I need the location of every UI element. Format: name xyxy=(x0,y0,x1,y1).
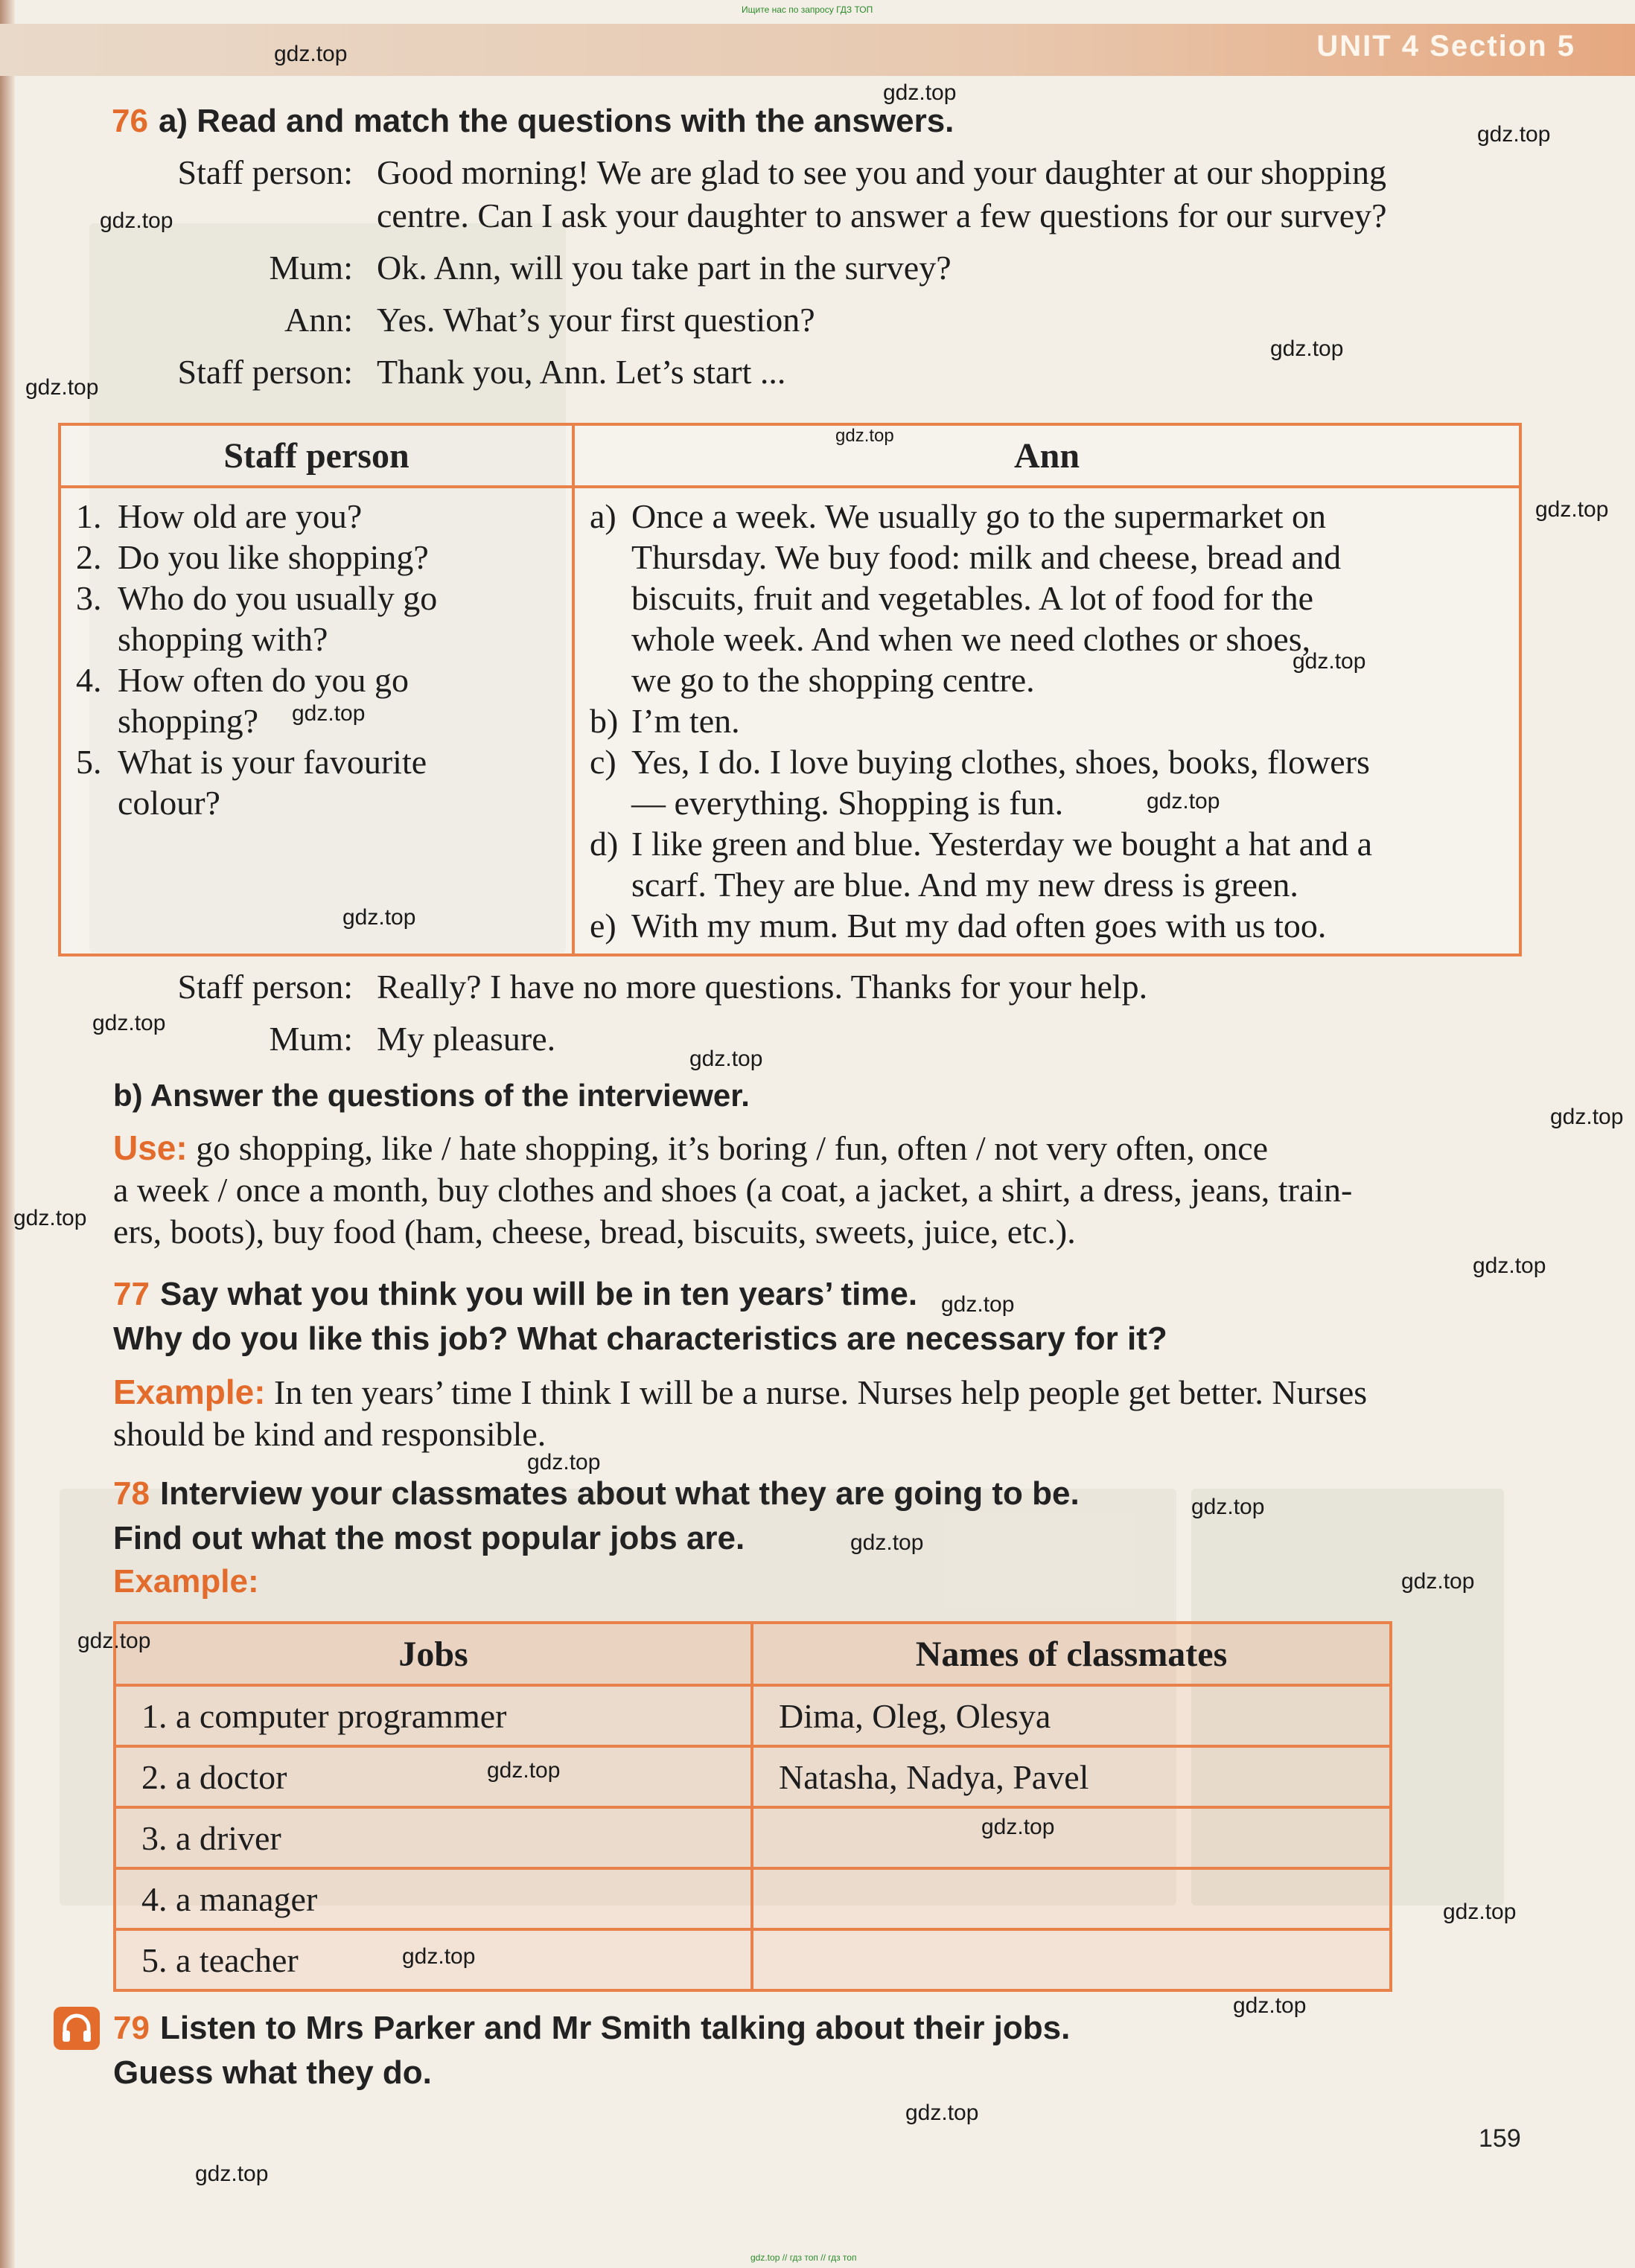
table-row xyxy=(115,1929,1391,1990)
question-item-marker: 3. xyxy=(76,579,102,617)
watermark: gdz.top xyxy=(1293,649,1366,674)
names-cell[interactable] xyxy=(752,1868,1391,1929)
speaker-line: Good morning! We are glad to see you and your daughter at our shopping xyxy=(377,153,1386,191)
answer-item-text: With my mum. But my dad often goes with us too. xyxy=(631,907,1327,945)
answer-item-marker: c) xyxy=(590,743,616,781)
speaker-line: My pleasure. xyxy=(377,1020,556,1058)
answer-item xyxy=(590,823,1504,905)
watermark: gdz.top xyxy=(527,1450,601,1475)
question-answer-table xyxy=(58,423,1522,956)
names-cell[interactable]: Natasha, Nadya, Pavel xyxy=(752,1746,1391,1807)
ex77-heading xyxy=(113,1276,917,1313)
use-line: go shopping, like / hate shopping, it’s boring / fun, often / not very often, once xyxy=(196,1129,1269,1167)
answers-cell xyxy=(573,487,1520,955)
question-item-text: Who do you usually go xyxy=(118,579,438,617)
speaker-line: Really? I have no more questions. Thanks for your help. xyxy=(377,968,1148,1006)
watermark: gdz.top xyxy=(13,1206,87,1230)
jobs-table xyxy=(113,1621,1392,1992)
names-cell[interactable]: Dima, Oleg, Olesya xyxy=(752,1685,1391,1746)
watermark: gdz.top xyxy=(292,701,366,726)
use-label: Use: xyxy=(113,1128,188,1167)
watermark: gdz.top xyxy=(274,42,348,66)
ex78-title-line: Find out what the most popular jobs are. xyxy=(113,1520,745,1556)
answer-item-text: I like green and blue. Yesterday we bought a hat and a xyxy=(631,825,1373,863)
question-item-text: colour? xyxy=(118,784,220,822)
answer-item-text: Once a week. We usually go to the supermarket on xyxy=(631,497,1327,535)
speaker-label: Mum: xyxy=(269,1020,353,1058)
col-ann-header: Ann xyxy=(573,424,1520,487)
ex77-example xyxy=(113,1371,1528,1455)
question-item-marker: 5. xyxy=(76,743,102,781)
watermark: gdz.top xyxy=(77,1629,151,1653)
answer-item xyxy=(590,905,1504,946)
job-cell: 4. a manager xyxy=(115,1868,752,1929)
ex79-title-line: Listen to Mrs Parker and Mr Smith talking about their jobs. xyxy=(159,2010,1071,2046)
speaker-label: Mum: xyxy=(269,249,353,287)
answer-item-text: Thursday. We buy food: milk and cheese, bread and xyxy=(631,538,1342,576)
job-cell: 2. a doctor xyxy=(115,1746,752,1807)
job-cell: 5. a teacher xyxy=(115,1929,752,1990)
watermark: gdz.top xyxy=(1147,789,1220,814)
watermark: gdz.top xyxy=(25,375,99,400)
speaker-line: Yes. What’s your first question? xyxy=(377,301,815,339)
answer-item-text: — everything. Shopping is fun. xyxy=(631,784,1064,822)
watermark: gdz.top xyxy=(1401,1569,1475,1594)
job-cell: 1. a computer programmer xyxy=(115,1685,752,1746)
speaker-label: Staff person: xyxy=(177,968,353,1006)
speaker-label: Staff person: xyxy=(177,353,353,391)
watermark: gdz.top xyxy=(689,1047,763,1071)
watermark: gdz.top xyxy=(905,2101,979,2125)
answer-item-marker: b) xyxy=(590,702,619,740)
speaker-label: Ann: xyxy=(284,301,353,339)
watermark: gdz.top xyxy=(402,1944,476,1969)
col-jobs-header: Jobs xyxy=(115,1623,752,1685)
ex77-title-line: Why do you like this job? What characteristics are necessary for it? xyxy=(113,1320,1167,1357)
top-note: Ищите нас по запросу ГДЗ ТОП xyxy=(742,4,873,15)
question-item-text: How often do you go xyxy=(118,661,409,699)
questions-list xyxy=(76,496,557,823)
watermark: gdz.top xyxy=(1191,1495,1265,1519)
answer-item-text: whole week. And when we need clothes or shoes, xyxy=(631,620,1311,658)
ex77-example-label: Example: xyxy=(113,1373,266,1411)
question-item-marker: 2. xyxy=(76,538,102,576)
col-names-header: Names of classmates xyxy=(752,1623,1391,1685)
answer-item-marker: d) xyxy=(590,825,619,863)
watermark: gdz.top xyxy=(487,1758,561,1783)
ex79-heading xyxy=(113,2010,1070,2047)
ex77-example-line: should be kind and responsible. xyxy=(113,1415,546,1453)
ex78-heading xyxy=(113,1475,1080,1512)
col-staff-header: Staff person xyxy=(60,424,573,487)
ex78-number: 78 xyxy=(113,1475,150,1512)
job-cell: 3. a driver xyxy=(115,1807,752,1868)
watermark: gdz.top xyxy=(92,1011,166,1035)
table-row xyxy=(115,1868,1391,1929)
watermark: gdz.top xyxy=(1535,497,1609,522)
watermark: gdz.top xyxy=(1443,1900,1517,1924)
page-edge-shadow xyxy=(0,0,15,2268)
headphones-icon[interactable] xyxy=(54,2007,100,2050)
page-number: 159 xyxy=(1479,2124,1521,2153)
question-item-marker: 1. xyxy=(76,497,102,535)
question-item xyxy=(76,496,557,537)
question-item-text: What is your favourite xyxy=(118,743,427,781)
watermark: gdz.top xyxy=(1473,1253,1546,1278)
footer-note: gdz.top // гдз топ // гдз топ xyxy=(750,2252,857,2263)
watermark: gdz.top xyxy=(342,905,416,930)
ex76-title-a: a) Read and match the questions with the answers. xyxy=(158,103,954,139)
table-row xyxy=(115,1746,1391,1807)
watermark: gdz.top xyxy=(100,208,173,233)
answer-item-text: Yes, I do. I love buying clothes, shoes, books, flowers xyxy=(631,743,1370,781)
watermark: gdz.top xyxy=(835,426,894,446)
answer-item-text: we go to the shopping centre. xyxy=(631,661,1035,699)
ex76-title-b: b) Answer the questions of the interviewer. xyxy=(113,1078,750,1113)
speaker-line: centre. Can I ask your daughter to answer a few questions for our survey? xyxy=(377,197,1387,234)
use-block xyxy=(113,1127,1528,1253)
watermark: gdz.top xyxy=(1270,336,1344,361)
answer-item-marker: e) xyxy=(590,907,616,945)
answer-item-text: I’m ten. xyxy=(631,702,740,740)
ex79-number: 79 xyxy=(113,2010,150,2046)
question-item xyxy=(76,659,557,741)
speaker-label: Staff person: xyxy=(177,153,353,191)
ex76-heading xyxy=(112,103,954,140)
answers-list xyxy=(590,496,1504,946)
watermark: gdz.top xyxy=(195,2162,269,2186)
answer-item-text: biscuits, fruit and vegetables. A lot of food for the xyxy=(631,579,1313,617)
use-line: ers, boots), buy food (ham, cheese, bread, biscuits, sweets, juice, etc.). xyxy=(113,1213,1076,1250)
use-line: a week / once a month, buy clothes and shoes (a coat, a jacket, a shirt, a dress, jeans, train- xyxy=(113,1171,1353,1209)
table-row xyxy=(115,1807,1391,1868)
watermark: gdz.top xyxy=(941,1292,1015,1317)
watermark: gdz.top xyxy=(1233,1993,1307,2018)
ex77-example-line: In ten years’ time I think I will be a nurse. Nurses help people get better. Nurses xyxy=(274,1373,1368,1411)
watermark: gdz.top xyxy=(1477,122,1551,147)
speaker-line: Ok. Ann, will you take part in the survey? xyxy=(377,249,952,287)
ex78-title-line: Interview your classmates about what they are going to be. xyxy=(159,1475,1080,1512)
table-row xyxy=(115,1685,1391,1746)
question-item-text: Do you like shopping? xyxy=(118,538,429,576)
names-cell[interactable] xyxy=(752,1929,1391,1990)
ex78-example-label: Example: xyxy=(113,1563,259,1600)
question-item xyxy=(76,578,557,659)
answer-item xyxy=(590,496,1504,700)
answer-item xyxy=(590,741,1504,823)
question-item xyxy=(76,537,557,578)
unit-label: UNIT 4 Section 5 xyxy=(1316,30,1575,63)
question-item-text: How old are you? xyxy=(118,497,363,535)
answer-item-text: scarf. They are blue. And my new dress is green. xyxy=(631,866,1298,904)
ex77-number: 77 xyxy=(113,1276,150,1312)
ex76-number: 76 xyxy=(112,103,148,139)
question-item-marker: 4. xyxy=(76,661,102,699)
watermark: gdz.top xyxy=(850,1530,924,1555)
speaker-line: Thank you, Ann. Let’s start ... xyxy=(377,353,786,391)
question-item xyxy=(76,741,557,823)
watermark: gdz.top xyxy=(981,1815,1055,1839)
question-item-text: shopping? xyxy=(118,702,259,740)
answer-item xyxy=(590,700,1504,741)
watermark: gdz.top xyxy=(883,80,957,105)
names-cell[interactable] xyxy=(752,1807,1391,1868)
question-item-text: shopping with? xyxy=(118,620,328,658)
ex77-title-line: Say what you think you will be in ten years’ time. xyxy=(159,1276,918,1312)
answer-item-marker: a) xyxy=(590,497,616,535)
watermark: gdz.top xyxy=(1550,1105,1624,1129)
ex79-title-line: Guess what they do. xyxy=(113,2054,432,2091)
